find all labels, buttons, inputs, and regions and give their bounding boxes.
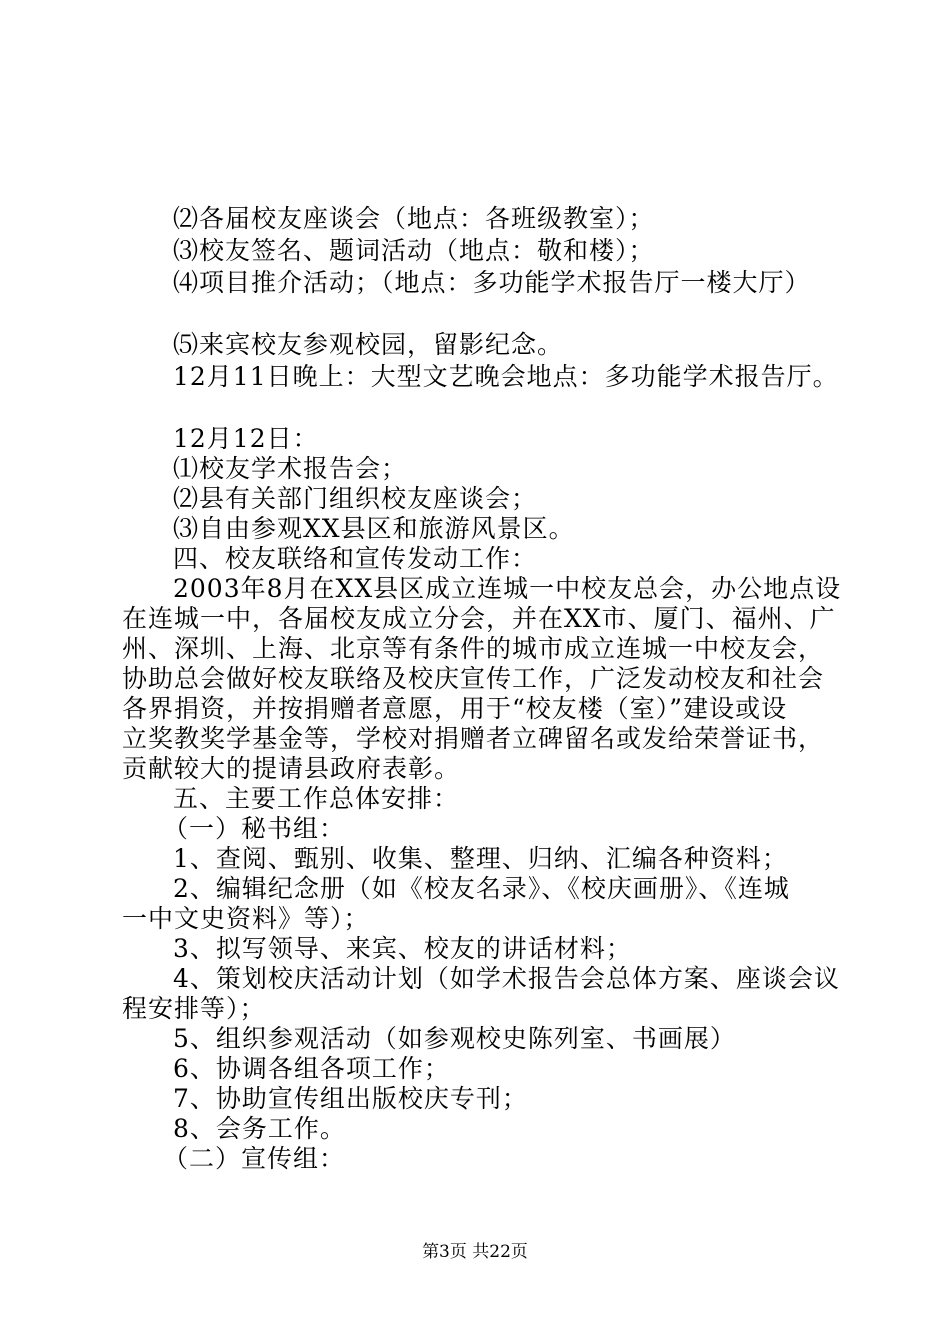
text-line: ⑸来宾校友参观校园，留影纪念。: [173, 330, 564, 359]
text-line: 7、协助宣传组出版校庆专刊；: [173, 1084, 528, 1113]
text-line: 在连城一中，各届校友成立分会，并在XX市、厦门、福州、广: [122, 604, 836, 633]
text-line: ⑷项目推介活动；（地点：多功能学术报告厅一楼大厅）: [173, 268, 811, 297]
page-number-footer: 第3页 共22页: [422, 1242, 528, 1262]
text-line: 12月12日：: [173, 424, 319, 453]
subsection-heading: （二）宣传组：: [163, 1144, 346, 1173]
text-line: 州、深圳、上海、北京等有条件的城市成立连城一中校友会，: [122, 634, 825, 663]
text-line: 8、会务工作。: [173, 1114, 346, 1143]
text-line: 贡献较大的提请县政府表彰。: [122, 754, 461, 783]
text-line: ⑶自由参观XX县区和旅游风景区。: [173, 514, 575, 543]
text-line: 程安排等）；: [122, 994, 266, 1023]
text-line: 一中文史资料》等）；: [122, 904, 370, 933]
text-line: 5、组织参观活动（如参观校史陈列室、书画展）: [173, 1024, 736, 1053]
text-line: ⑵各届校友座谈会（地点：各班级教室）；: [173, 204, 655, 233]
text-line: 2、编辑纪念册（如《校友名录》、《校庆画册》、《连城: [173, 874, 790, 903]
section-heading: 四、校友联络和宣传发动工作：: [173, 544, 538, 573]
text-line: 4、策划校庆活动计划（如学术报告会总体方案、座谈会议: [173, 964, 840, 993]
text-line: ⑴校友学术报告会；: [173, 454, 408, 483]
text-line: ⑵县有关部门组织校友座谈会；: [173, 484, 538, 513]
text-line: ⑶校友签名、题词活动（地点：敬和楼）；: [173, 236, 655, 265]
text-line: 各界捐资，并按捐赠者意愿，用于“校友楼（室）”建设或设: [122, 694, 788, 723]
text-line: 3、拟写领导、来宾、校友的讲话材料；: [173, 934, 632, 963]
text-line: 协助总会做好校友联络及校庆宣传工作，广泛发动校友和社会: [122, 664, 825, 693]
text-line: 2003年8月在XX县区成立连城一中校友总会，办公地点设: [173, 574, 842, 603]
text-line: 12月11日晚上：大型文艺晚会地点：多功能学术报告厅。: [173, 362, 839, 391]
subsection-heading: （一）秘书组：: [163, 814, 346, 843]
text-line: 6、协调各组各项工作；: [173, 1054, 450, 1083]
text-line: 1、查阅、甄别、收集、整理、归纳、汇编各种资料；: [173, 844, 788, 873]
section-heading: 五、主要工作总体安排：: [173, 784, 460, 813]
text-line: 立奖教奖学基金等，学校对捐赠者立碑留名或发给荣誉证书，: [122, 724, 825, 753]
